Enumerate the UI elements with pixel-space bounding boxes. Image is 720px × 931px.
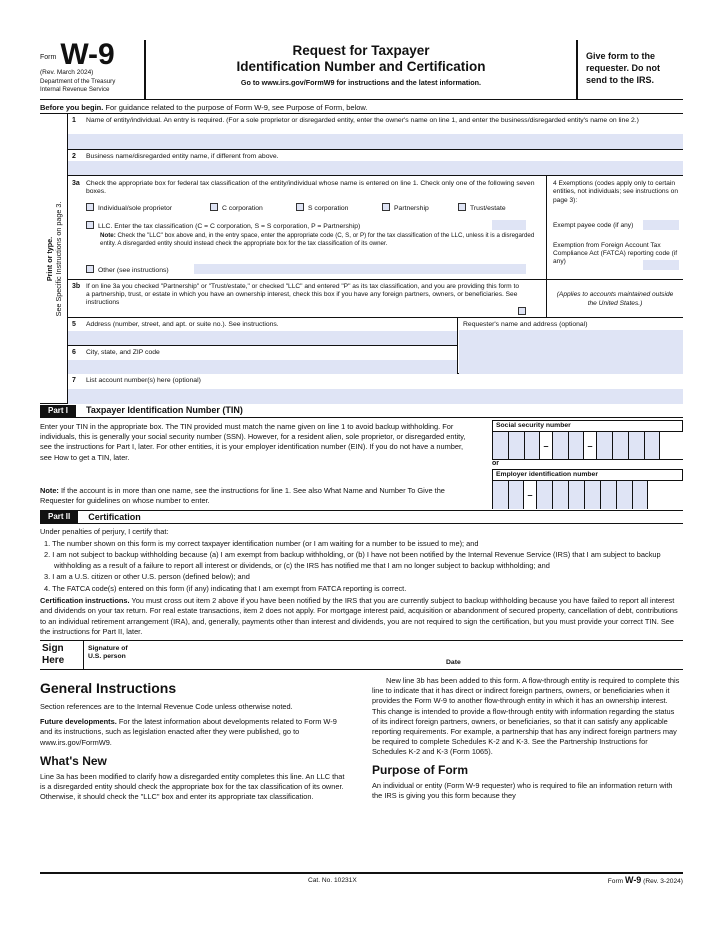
date-label: Date	[446, 658, 461, 666]
llc-checkbox[interactable]	[86, 221, 94, 229]
line2-number: 2	[72, 153, 76, 160]
part1-label: Part I	[40, 405, 76, 417]
form-word: Form	[40, 53, 57, 61]
account-number-input[interactable]	[68, 389, 683, 404]
address-row	[68, 318, 683, 374]
city-state-zip-input[interactable]	[68, 360, 457, 374]
llc-code-input[interactable]	[492, 220, 526, 230]
sign-word: Sign	[42, 642, 64, 654]
line6-cell	[68, 346, 458, 374]
line7-row	[68, 374, 683, 404]
line7-number: 7	[72, 377, 76, 384]
line-3b-text: New line 3b has been added to this form. A flow-through entity is required to complete this line to indicate that it has direct or indirect foreign partners, owners, or beneficiaries when it provides the Form W-9 to another flow-through entity in which it has an ownership interest. This change is intended to provide a flow-through entity with information regarding the status of its indirect foreign partners, owners, or beneficiaries, so that it can satisfy any applicable reporting requirements. For example, a partnership that has any indirect foreign partners may be required to complete Schedules K-2 and K-3. See the Partnership Instructions for Schedules K-2 and K-3 (Form 1065).	[372, 675, 680, 757]
s-corp-checkbox[interactable]	[296, 203, 304, 211]
option-trust[interactable]	[458, 203, 506, 213]
department: Department of the Treasury	[40, 77, 116, 85]
general-instructions-heading: General Instructions	[40, 679, 177, 696]
option-individual[interactable]	[86, 203, 172, 213]
certification-intro: Under penalties of perjury, I certify that:	[40, 527, 169, 536]
option-partnership-label: Partnership	[394, 205, 429, 212]
whats-new-heading: What's New	[40, 753, 107, 768]
instructions-link-text: Go to www.irs.gov/FormW9 for instructions and the latest information.	[240, 78, 482, 87]
cert-item-3: 3. I am a U.S. citizen or other U.S. person (defined below); and	[44, 572, 250, 582]
c-corp-checkbox[interactable]	[210, 203, 218, 211]
line2-row	[68, 150, 683, 176]
individual-checkbox[interactable]	[86, 203, 94, 211]
future-developments	[40, 717, 348, 748]
print-type-label: Print or type.	[44, 236, 54, 281]
ssn-label: Social security number	[492, 420, 683, 432]
llc-note-text: Check the "LLC" box above and, in the entry space, enter the appropriate code (C, S, or P) for the tax classification of the LLC, unless it is a disregarded entity. A disregarded entity should instead check the appropriate box for the tax classification of its owner.	[100, 232, 535, 247]
requester-cell	[459, 318, 683, 374]
llc-note-label: Note:	[100, 232, 116, 239]
line6-label: City, state, and ZIP code	[86, 349, 160, 356]
section-references-text: Section references are to the Internal Revenue Code unless otherwise noted.	[40, 701, 293, 711]
purpose-heading: Purpose of Form	[372, 762, 469, 777]
line3a-row	[68, 176, 683, 280]
instructions-right-column	[372, 676, 680, 807]
catalog-number: Cat. No. 10231X	[308, 877, 357, 884]
line5-cell	[68, 318, 458, 346]
form-footer	[40, 872, 683, 885]
form-id-block	[40, 40, 146, 99]
identification-section	[40, 114, 683, 404]
ssn-cells[interactable]	[492, 432, 683, 460]
option-individual-label: Individual/sole proprietor	[98, 205, 173, 212]
signature-label-2: U.S. person	[88, 653, 126, 661]
option-s-corp-label: S corporation	[308, 205, 349, 212]
line5-number: 5	[72, 321, 76, 328]
fatca-label: Exemption from Foreign Account Tax Compliance Act (FATCA) reporting code (if any)	[553, 242, 678, 266]
name-input[interactable]	[68, 134, 683, 149]
line1-row	[68, 114, 683, 150]
ein-box	[492, 469, 683, 509]
line3b-number: 3b	[72, 283, 81, 290]
option-other[interactable]	[86, 265, 169, 275]
exempt-payee-input[interactable]	[643, 220, 679, 230]
tin-note	[40, 486, 472, 506]
cert-item-1: 1. The number shown on this form is my correct taxpayer identification number (or I am waiting for a number to be issued to me); and	[44, 538, 479, 548]
option-llc-label: LLC. Enter the tax classification (C = C corporation, S = S corporation, P = Partnership)	[98, 223, 361, 230]
line2-label: Business name/disregarded entity name, if different from above.	[86, 153, 279, 160]
line6-number: 6	[72, 349, 76, 356]
ssn-dash-2: –	[587, 441, 593, 452]
requester-label: Requester's name and address (optional)	[463, 321, 588, 328]
certification-section	[40, 524, 683, 638]
purpose-text: An individual or entity (Form W-9 requester) who is required to file an information return with the IRS is giving you this form because they	[372, 780, 673, 800]
certification-instructions	[40, 596, 683, 638]
line7-label: List account number(s) here (optional)	[86, 377, 201, 384]
other-checkbox[interactable]	[86, 265, 94, 273]
option-other-label: Other (see instructions)	[98, 267, 169, 274]
instructions-left-column	[40, 676, 348, 807]
fatca-input[interactable]	[643, 260, 679, 270]
address-input[interactable]	[68, 331, 457, 345]
footer-form-number: W-9	[625, 875, 642, 885]
tin-note-label: Note:	[40, 486, 59, 495]
option-llc[interactable]	[86, 221, 360, 231]
before-you-begin-text: For guidance related to the purpose of Form W-9, see Purpose of Form, below.	[103, 103, 368, 112]
line5-label: Address (number, street, and apt. or suite no.). See instructions.	[86, 321, 279, 328]
footer-revision: (Rev. 3-2024)	[643, 878, 683, 885]
line1-label: Name of entity/individual. An entry is required. (For a sole proprietor or disregarded entity, enter the owner's name on line 1, and enter the business/disregarded entity's name on line 2.)	[86, 117, 639, 124]
tin-note-text: If the account is in more than one name, see the instructions for line 1. See also What Name and Number To Give the Requester for guidelines on whose number to enter.	[40, 486, 445, 506]
date-field[interactable]	[446, 641, 461, 669]
form-title-line1: Request for Taxpayer	[292, 43, 430, 58]
before-you-begin	[40, 100, 683, 114]
option-partnership[interactable]	[382, 203, 429, 213]
ein-dash: –	[527, 490, 533, 501]
exempt-payee-label: Exempt payee code (if any)	[553, 222, 634, 229]
line3b-row	[68, 280, 683, 318]
cert-instructions-label: Certification instructions.	[40, 595, 130, 605]
give-form-note: Give form to the requester. Do not send to the IRS.	[576, 40, 683, 99]
line3a-label: Check the appropriate box for federal tax classification of the entity/individual whose name is entered on line 1. Check only one of the following seven boxes.	[86, 180, 535, 196]
business-name-input[interactable]	[68, 161, 683, 175]
print-type-sidebar	[40, 114, 68, 403]
footer-form-word: Form	[607, 878, 624, 885]
here-word: Here	[42, 654, 65, 666]
tin-section	[40, 418, 683, 510]
footer-form-id	[608, 875, 683, 886]
exemptions-box	[546, 176, 683, 279]
part1-header	[40, 404, 683, 418]
part1-title: Taxpayer Identification Number (TIN)	[86, 405, 243, 416]
form-title-block	[146, 40, 576, 99]
part2-label: Part II	[40, 511, 78, 523]
whats-new-text: Line 3a has been modified to clarify how a disregarded entity completes this line. An LLC that is a disregarded entity should check the appropriate box for the tax classification of its owner. Otherwise, it should check the "LLC" box and enter its appropriate tax classification.	[40, 771, 345, 802]
or-label: or	[492, 460, 499, 467]
other-input[interactable]	[194, 264, 526, 274]
ein-cells[interactable]	[492, 481, 683, 509]
requester-input[interactable]	[459, 330, 683, 374]
general-instructions	[40, 670, 683, 807]
cert-instructions-text: You must cross out item 2 above if you have been notified by the IRS that you are currently subject to backup withholding because you have failed to report all interest and dividends on your tax return. For real estate transactions, item 2 does not apply. For mortgage interest paid, acquisition or abandonment of secured property, cancellation of debt, contributions to an individual retirement arrangement (IRA), and, generally, payments other than interest and dividends, you are not required to sign the certification, but you must provide your correct TIN. See the instructions for Part II, later.	[40, 595, 678, 637]
ein-label: Employer identification number	[492, 469, 683, 481]
option-c-corp[interactable]	[210, 203, 263, 213]
part2-header	[40, 510, 683, 524]
ssn-box	[492, 420, 683, 460]
form-number: W-9	[60, 38, 115, 71]
before-you-begin-label: Before you begin.	[40, 103, 104, 112]
signature-label-1: Signature of	[88, 644, 128, 652]
ssn-dash-1: –	[543, 441, 549, 452]
cert-item-2: 2. I am not subject to backup withholding because (a) I am exempt from backup withholding, or (b) I have not been notified by the Internal Revenue Service (IRS) that I am subject to backup withholding as a result of a failure to report all interest or dividends, or (c) the IRS has notified me that I am no longer subject to backup withholding; and	[44, 550, 661, 570]
signature-field[interactable]	[84, 641, 446, 669]
entry-lines	[68, 114, 683, 403]
sign-here-label	[40, 641, 84, 669]
line3a-number: 3a	[72, 180, 80, 187]
foreign-partners-checkbox[interactable]	[518, 307, 526, 315]
part2-title: Certification	[88, 511, 141, 522]
llc-note	[100, 232, 537, 247]
option-c-corp-label: C corporation	[222, 205, 263, 212]
partnership-checkbox[interactable]	[382, 203, 390, 211]
see-instructions-label: See Specific Instructions on page 3.	[53, 201, 63, 316]
fatca-applies-note: (Applies to accounts maintained outside the United States.)	[546, 280, 683, 317]
exemptions-label: 4 Exemptions (codes apply only to certain entities, not individuals; see instructions on page 3):	[553, 180, 678, 204]
future-developments-label: Future developments.	[40, 717, 117, 727]
trust-checkbox[interactable]	[458, 203, 466, 211]
future-developments-text: For the latest information about developments related to Form W-9 and its instructions, such as legislation enacted after they were published, go to www.irs.gov/FormW9.	[40, 717, 337, 747]
tin-instructions: Enter your TIN in the appropriate box. The TIN provided must match the name given on line 1 to avoid backup withholding. For individuals, this is generally your social security number (SSN). However, for a resident alien, sole proprietor, or disregarded entity, see the instructions for Part I, later. For other entities, it is your employer identification number (EIN). If you do not have a number, see How to get a TIN, later.	[40, 422, 466, 462]
service: Internal Revenue Service	[40, 85, 110, 93]
revision-date: (Rev. March 2024)	[40, 69, 94, 76]
option-trust-label: Trust/estate	[470, 205, 506, 212]
line3b-label: If on line 3a you checked "Partnership" or "Trust/estate," or checked "LLC" and entered "P" as its tax classification, and you are providing this form to a partnership, trust, or estate in which you have an ownership interest, check this box if you have any foreign partners, owners, or beneficiaries. See instructions	[86, 283, 520, 307]
line1-number: 1	[72, 117, 76, 124]
form-title-line2: Identification Number and Certification	[236, 59, 486, 74]
form-header	[40, 40, 683, 100]
signature-row	[40, 640, 683, 670]
option-s-corp[interactable]	[296, 203, 348, 213]
cert-item-4: 4. The FATCA code(s) entered on this form (if any) indicating that I am exempt from FATCA reporting is correct.	[44, 583, 407, 593]
